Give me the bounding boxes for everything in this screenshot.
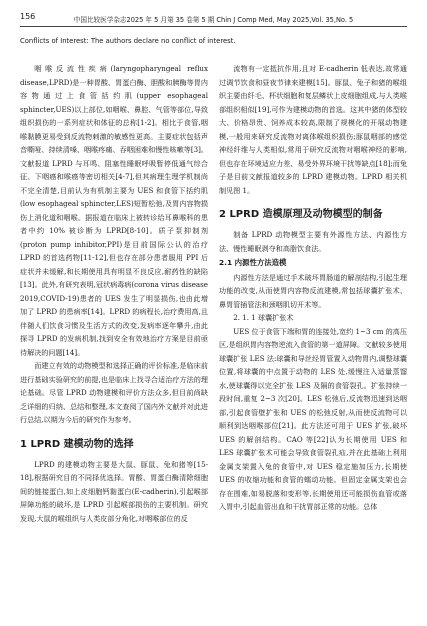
page-number: 156 xyxy=(20,12,36,21)
left-column xyxy=(20,62,208,525)
intro-paragraph-1: 咽喉反流性疾病(laryngopharyngeal reflux disease,LPRD)是一种胃酸、胃蛋白酶、胆酸和胰酶等胃内容物通过上食管括约肌(upper esophageal sphincter,UES)以上部位,如咽喉、鼻腔、气管等部位,导致组织损伤的一系列症状和体征的总称[1-2]。相比于食管,咽喉黏膜更易受到反流物刺激的敏感性更高。主要症状包括声音嘶哑、持续清嗓、咽喉疼痛、吞咽困难和慢性咳嗽等[3]。文献报道 LPRD 与耳鸣、阻塞性睡眠呼吸暂停低通气综合征、下咽癌和喉癌等密切相关[4-7],但其病理生理学机制尚不完全清楚,目前认为有机制主要为 UES 和食管下括约肌(low esophageal sphincter,LES)短暂松弛,及胃内容物损伤上消化道和咽喉。据报道在临床上被转诊给耳鼻喉科的患者中约 10% 被诊断为 LPRD[8-10]。质子泵抑制剂(proton pump inhibitor,PPI)是目前国际公认的治疗 LPRD 的首选药物[11-12],但也存在部分患者服用 PPI 后症状并未缓解,和长期使用具有明显不良反应,耐药性的缺陷[13]。此外,有研究表明,冠状病毒病(corona virus disease 2019,COVID-19)患者的 UES 发生了明显损伤,也由此增加了 LPRD 的患病率[14]。LPRD 的病程长,治疗费用高,且伴随人们饮食习惯及生活方式的改变,发病率逐年攀升,由此探寻 LPRD 的发病机制,找到安全有效地治疗方案是目前亟待解决的问题[14]。 xyxy=(20,64,208,357)
section-2-paragraph: 制备 LPRD 动物模型主要有外源性方法、内源性方法、慢性睡眠剥夺和高脂饮食法。 xyxy=(219,230,407,253)
right-column xyxy=(219,62,407,514)
section-1-paragraph: LPRD 的建模动物主要是大鼠、豚鼠、兔和猪等[15-18],根据研究目的不同择优选择。胃酸、胃蛋白酶清除细胞间的链接蛋白,如上皮细胞钙黏蛋白(E-cadherin),引起喉部屏障功能的破坏,是 LPRD 引起喉部损伤的主要机制。研究发现,大鼠的喉组织与人类皮部分角化,对咽喉部位的反 xyxy=(20,459,208,523)
section-2-heading: 2 LPRD 造模原理及动物模型的制备 xyxy=(219,209,383,220)
running-header xyxy=(20,10,407,27)
conflicts-of-interest-statement: Conflicts of Interest: The authors declare no conflict of interest. xyxy=(20,37,236,45)
section-2-1-paragraph: 内源性方法是通过手术破坏胃肠道的解剖结构,引起生理功能的改变,从而使胃内容物反流建模,常包括球囊扩张术、鼻胃管插管法和颈咽肌切开术等。 xyxy=(219,272,407,309)
section-2-1-1-heading: 2. 1. 1 球囊扩张术 xyxy=(233,313,294,322)
section-2-1-1-paragraph: UES 位于食管下端和胃的连接处,宽约 1~3 cm 的高压区,是组织胃内容物逆流入食管的第一道屏障。文献较多使用球囊扩张 LES 法:球囊和导丝经胃管置入动物胃内,调整球囊位置,将球囊的中点置于动物的 LES 处,缓慢注入适量蒸馏水,使球囊得以完全扩张 LES 及隔的食管裂孔。扩张持续一段时间,重复 2~3 次[20]。LES 松弛后,反流物迅速到达咽部,引起食管壁扩张和 UES 的松弛反射,从而使反流物可以顺利到达咽喉部位[21]。此方法还可用于 UES 扩张,破坏 UES 的解剖结构。CAO 等[22]认为长期使用 UES 和 LES 球囊扩张术可能会导致食管裂孔疝,并在此基础上利用金属支架置入兔的食管中,对 UES 稳定施加压力,长期使 UES 的收缩功能和食管的蠕动功能。但固定金属支架也会存在围难,如易脱落和变形等,长期使用还可能损伤血管或落入胃中,引起血管出血和干扰胃部正常的功能。总体 xyxy=(219,326,407,511)
section-1-heading: 1 LPRD 建模动物的选择 xyxy=(20,438,134,450)
intro-paragraph-2: 而建立有效的动物模型和选择正确的评价标准,是临床前进行基础实验研究的前提,也是临床上找寻合适治疗方法的理论基础。尽管 LPRD 动物建模和评价方法众多,但目前尚缺乏详细的归纳、总结和整理,本文查阅了国内外文献并对此进行总结,以期为今后的研究作为参考。 xyxy=(20,361,208,424)
journal-citation: 中国比较医学杂志2025 年 5 月第 35 卷第 5 期 Chin J Comp Med, May 2025,Vol. 35,No. 5 xyxy=(73,16,354,24)
section-1-continued-paragraph: 流物有一定抵抗作用,且对 E-cadherin 低表达,故常通过调节饮食和昼夜节律来建模[15]。豚鼠、兔子和猪的喉组织主要由纤毛、杯状细胞和复层鳞状上皮细胞组成,与人类喉部组织相似[19],可作为建模动物的首选。这其中猪的体型较大、价格昂贵、饲养成本较高,限制了规模化的开展动物建模,一般用来研究反流物对离体喉组织损伤;豚鼠咽部的感觉神经纤维与人类相似,常用于研究反流物对咽喉神经的影响,但也存在环境适应力差、易受外界环境干扰等缺点[18];而兔子是目前文献报道较多的 LPRD 建模动物。LPRD 相关机制见图 1。 xyxy=(219,64,407,195)
section-2-1-heading: 2.1 内源性方法造模 xyxy=(219,258,287,267)
